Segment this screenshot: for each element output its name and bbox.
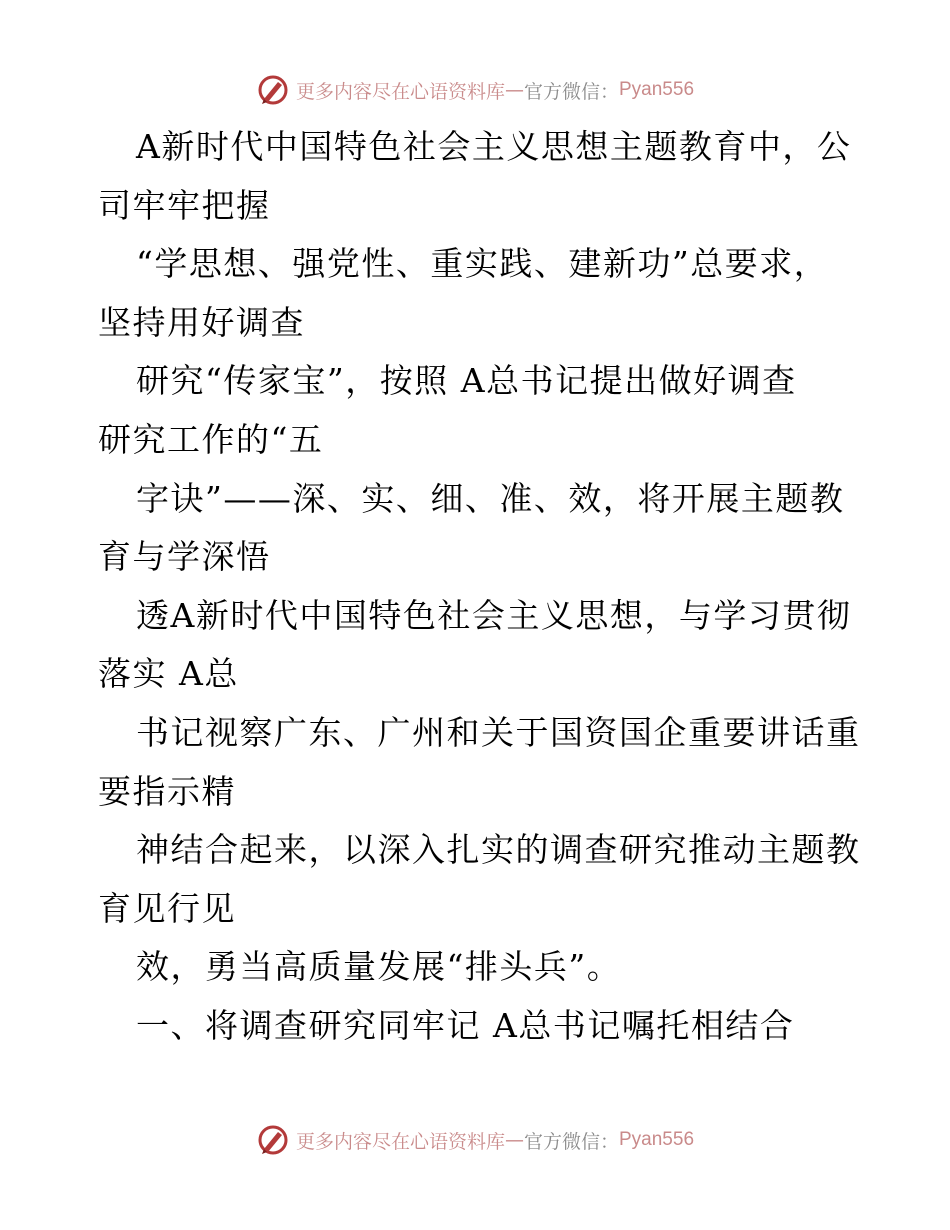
banner-dash: —: [504, 79, 524, 101]
header-banner[interactable]: [0, 70, 950, 110]
text-line: 透A新时代中国特色社会主义思想，与学习贯彻: [136, 595, 852, 635]
banner-wechat-label: 官方微信：: [523, 80, 619, 103]
banner-wechat-id: Pyan556: [619, 79, 695, 100]
banner-wechat-label: 官方微信：: [523, 1130, 619, 1153]
section-heading: 一、将调查研究同牢记 A总书记嘱托相结合: [136, 1005, 795, 1045]
text-line: 神结合起来，以深入扎实的调查研究推动主题教: [136, 830, 861, 870]
text-line: A新时代中国特色社会主义思想主题教育中，公: [136, 127, 852, 166]
text-line: 育与学深悟: [98, 537, 271, 577]
text-line: 司牢牢把握: [98, 185, 271, 225]
footer-banner[interactable]: [0, 1120, 950, 1160]
text-line: 育见行见: [98, 888, 236, 928]
text-line: 要指示精: [98, 771, 236, 811]
text-line: 效，勇当高质量发展“排头兵”。: [136, 947, 622, 987]
banner-dash: —: [504, 1129, 524, 1151]
banner-text: 更多内容尽在心语资料库: [295, 1130, 505, 1153]
text-line: 书记视察广东、广州和关于国资国企重要讲话重: [136, 712, 861, 752]
banner-text: 更多内容尽在心语资料库: [295, 80, 505, 103]
text-line: 字诀”——深、实、细、准、效，将开展主题教: [136, 478, 845, 518]
text-line: 研究“传家宝”，按照 A总书记提出做好调查: [136, 361, 797, 401]
document-body: [98, 118, 861, 1056]
text-line: 坚持用好调查: [98, 302, 305, 342]
pen-logo-icon: [256, 73, 290, 107]
text-line: 落实 A总: [98, 654, 239, 694]
pen-logo-icon: [256, 1123, 290, 1157]
text-line: “学思想、强党性、重实践、建新功”总要求，: [136, 244, 829, 284]
banner-wechat-id: Pyan556: [619, 1129, 695, 1150]
text-line: 研究工作的“五: [98, 419, 324, 459]
